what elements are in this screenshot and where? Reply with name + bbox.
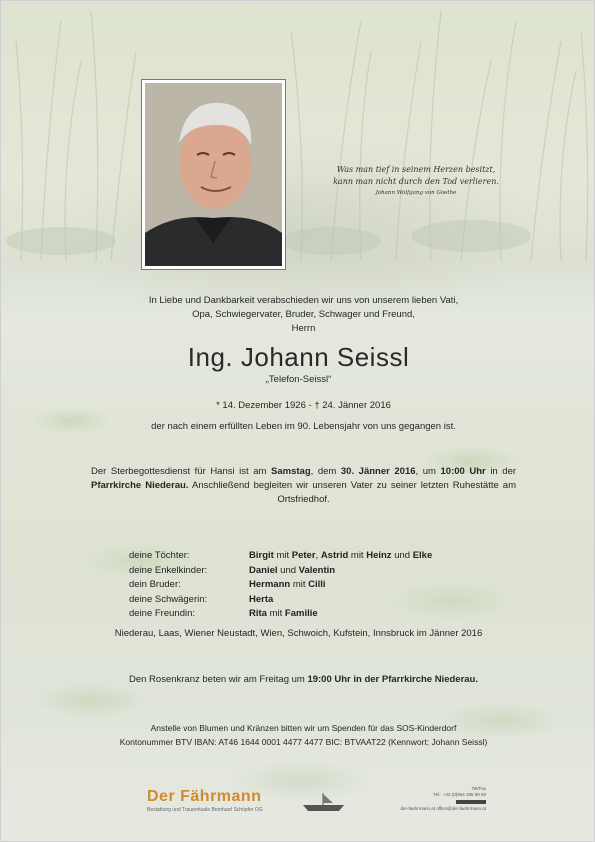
service-time: 10:00 Uhr	[440, 466, 486, 477]
portrait-photo	[142, 80, 285, 269]
family-member-name: Hermann	[249, 579, 291, 590]
donation-line-2: Kontonummer BTV IBAN: AT46 1644 0001 4477 4477 BIC: BTVAAT22 (Kennwort: Johann Seissl)	[119, 737, 488, 747]
rosary-time: 19:00 Uhr in der Pfarrkirche Niederau.	[307, 674, 478, 685]
family-member-name: Valentin	[298, 564, 336, 576]
family-member-name: Heinz	[366, 550, 392, 561]
faehrmann-subtitle: Bestattung und Trauerrituale Bernhard Schöpfer OG	[147, 807, 263, 813]
family-connector: mit	[266, 608, 285, 619]
family-connector: mit	[290, 579, 309, 590]
family-member-name: Daniel	[249, 564, 278, 576]
quote-author: Johann Wolfgang von Goethe	[375, 190, 457, 196]
service-day: Samstag	[271, 466, 311, 477]
contact-web: der-faehrmann.at office@der-faehrmann.at	[400, 806, 486, 811]
family-member-name: Familie	[284, 608, 318, 619]
family-row	[129, 607, 489, 622]
family-connector: mit	[273, 550, 292, 561]
family-row	[129, 593, 489, 608]
intro-text	[91, 294, 516, 336]
family-connector: ,	[315, 550, 321, 561]
deceased-name: Ing. Johann Seissl	[187, 342, 410, 372]
family-relation-label: deine Freundin:	[129, 608, 196, 619]
service-text: Der Sterbegottesdienst für Hansi ist am	[91, 466, 272, 477]
deceased-nickname: „Telefon-Seissl“	[265, 374, 332, 385]
service-text: in der	[485, 466, 517, 477]
intro-line-3: Herrn	[291, 323, 316, 334]
family-member-name: Peter	[291, 550, 316, 561]
contact-phone: Tel.: +43 (0)664 195 99 60	[433, 792, 486, 797]
family-row	[129, 578, 489, 593]
family-row	[129, 549, 489, 564]
family-connector: und	[277, 564, 299, 576]
service-text: , um	[415, 466, 441, 477]
family-names	[249, 578, 326, 593]
rosary-text-start: Den Rosenkranz beten wir am Freitag um	[128, 674, 308, 685]
family-list	[129, 549, 489, 622]
family-member-name: Astrid	[320, 550, 349, 561]
service-text: , dem	[310, 466, 341, 477]
service-text: Anschließend begleiten wir unseren Vater zu seiner letzten Ruhestätte am Ortsfriedhof.	[188, 480, 516, 505]
family-member-name: Rita	[249, 608, 267, 619]
rosary-text	[91, 673, 516, 687]
family-names	[249, 549, 432, 564]
divider	[456, 800, 486, 804]
family-names	[249, 564, 335, 579]
family-member-name: Birgit	[249, 550, 274, 561]
family-connector: mit	[348, 550, 367, 561]
contact-info	[356, 786, 486, 812]
family-connector: und	[391, 550, 413, 561]
family-names	[249, 607, 318, 622]
faehrmann-logo: Der Fährmann	[147, 788, 262, 805]
quote-line-2: kann man nicht durch den Tod verlieren.	[333, 177, 499, 186]
places-line: Niederau, Laas, Wiener Neustadt, Wien, Schwoich, Kufstein, Innsbruck im Jänner 2016	[114, 628, 483, 639]
life-sentence: der nach einem erfüllten Leben im 90. Lebensjahr von uns gegangen ist.	[151, 421, 456, 432]
service-church: Pfarrkirche Niederau.	[91, 480, 189, 491]
family-relation-label: deine Töchter:	[129, 550, 190, 561]
intro-line-2: Opa, Schwiegervater, Bruder, Schwager und Freund,	[192, 309, 415, 320]
family-member-name: Elke	[412, 550, 433, 561]
quote-line-1: Was man tief in seinem Herzen besitzt,	[336, 165, 496, 174]
family-member-name: Herta	[249, 593, 274, 605]
family-member-name: Cilli	[308, 579, 326, 590]
family-relation-label: dein Bruder:	[129, 579, 181, 590]
contact-label: Tel/Fax	[471, 786, 486, 791]
funeral-service-text	[91, 465, 516, 507]
service-date: 30. Jänner 2016	[340, 466, 416, 477]
goethe-quote	[301, 164, 531, 198]
family-relation-label: deine Enkelkinder:	[129, 564, 208, 576]
family-row	[129, 564, 489, 579]
intro-line-1: In Liebe und Dankbarkeit verabschieden wir uns von unserem lieben Vati,	[148, 295, 459, 306]
donation-text	[91, 721, 516, 749]
family-names	[249, 593, 273, 608]
family-relation-label: deine Schwägerin:	[129, 593, 208, 605]
life-dates: * 14. Dezember 1926 - † 24. Jänner 2016	[216, 400, 391, 411]
donation-line-1: Anstelle von Blumen und Kränzen bitten wir um Spenden für das SOS-Kinderdorf	[150, 723, 457, 733]
boat-icon	[301, 791, 346, 813]
